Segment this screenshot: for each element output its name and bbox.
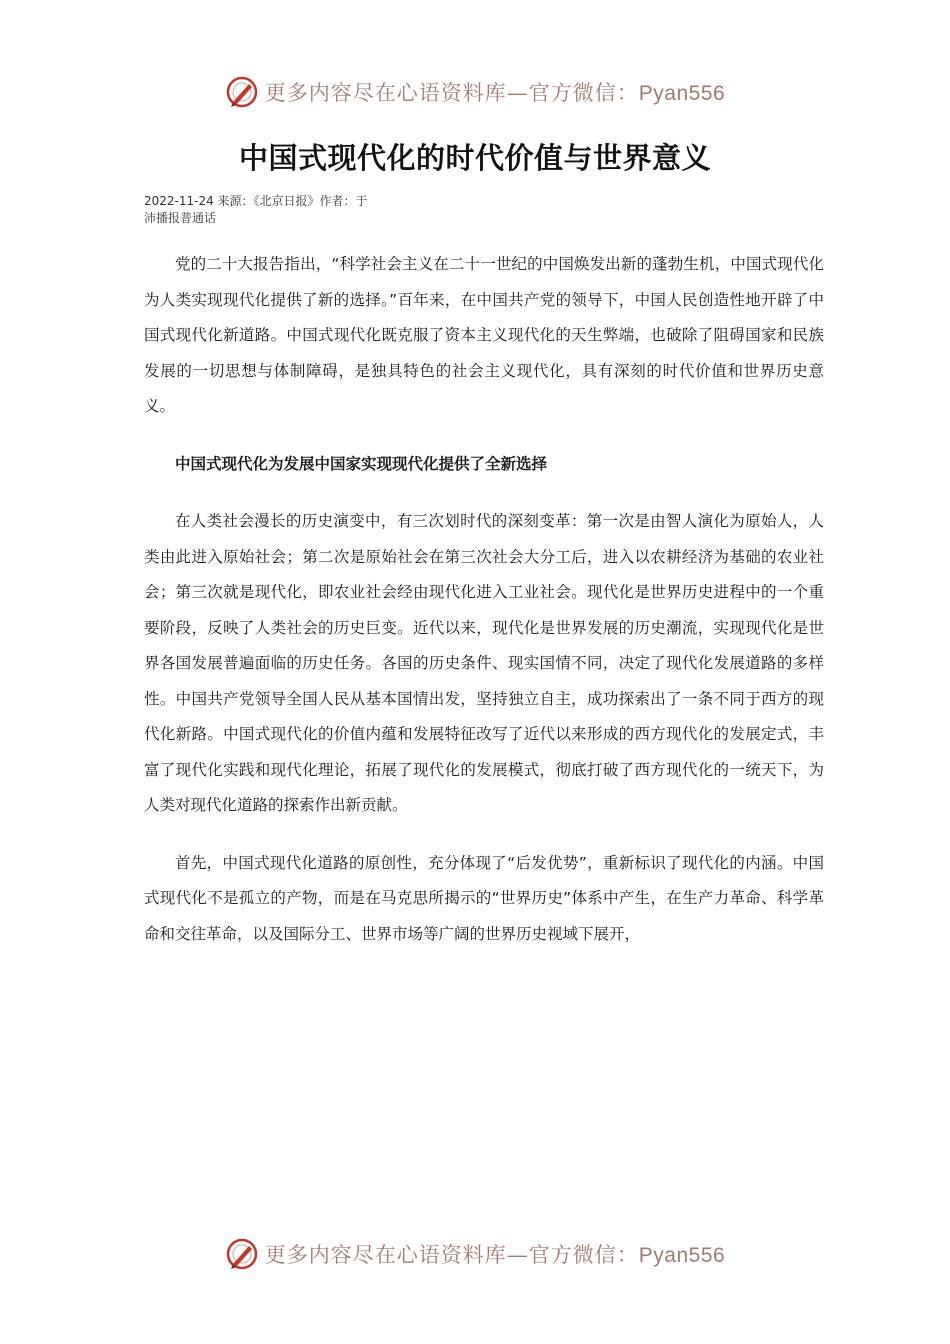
banner-slogan: [265, 77, 725, 107]
pen-logo-icon: [225, 1237, 259, 1271]
article-body: [144, 247, 824, 974]
article-meta: [144, 193, 394, 227]
page-title: 中国式现代化的时代价值与世界意义: [238, 141, 711, 175]
banner-slogan: [265, 1239, 725, 1269]
banner-slogan-text: 更多内容尽在心语资料库—官方微信：: [264, 81, 639, 105]
section-heading: 中国式现代化为发展中国家实现现代化提供了全新选择: [175, 454, 548, 473]
meta-date-source: 2022-11-24 来源：《北京日报》作者：于: [144, 194, 368, 208]
header-banner: [0, 70, 950, 114]
footer-banner: [0, 1232, 950, 1276]
banner-slogan-text: 更多内容尽在心语资料库—官方微信：: [264, 1243, 639, 1267]
paragraph: 首先，中国式现代化道路的原创性，充分体现了“后发优势”，重新标识了现代化的内涵。中国式现代化不是孤立的产物，而是在马克思所揭示的“世界历史”体系中产生，在生产力革命、科学革命和交往革命，以及国际分工、世界市场等广阔的世界历史视域下展开，: [144, 853, 824, 943]
paragraph: 在人类社会漫长的历史演变中，有三次划时代的深刻变革：第一次是由智人演化为原始人，人类由此进入原始社会；第二次是原始社会在第三次社会大分工后，进入以农耕经济为基础的农业社会；第三次就是现代化，即农业社会经由现代化进入工业社会。现代化是世界历史进程中的一个重要阶段，反映了人类社会的历史巨变。近代以来，现代化是世界发展的历史潮流，实现现代化是世界各国发展普遍面临的历史任务。各国的历史条件、现实国情不同，决定了现代化发展道路的多样性。中国共产党领导全国人民从基本国情出发，坚持独立自主，成功探索出了一条不同于西方的现代化新路。中国式现代化的价值内蕴和发展特征改写了近代以来形成的西方现代化的发展定式，丰富了现代化实践和现代化理论，拓展了现代化的发展模式，彻底打破了西方现代化的一统天下，为人类对现代化道路的探索作出新贡献。: [144, 512, 824, 814]
paragraph: 党的二十大报告指出，“科学社会主义在二十一世纪的中国焕发出新的蓬勃生机，中国式现代化为人类实现现代化提供了新的选择。”百年来，在中国共产党的领导下，中国人民创造性地开辟了中国式现代化新道路。中国式现代化既克服了资本主义现代化的天生弊端，也破除了阻碍国家和民族发展的一切思想与体制障碍，是独具特色的社会主义现代化，具有深刻的时代价值和世界历史意义。: [144, 255, 824, 415]
meta-author: 沛播报普通话: [144, 211, 217, 225]
wechat-id: Pyan556: [638, 1244, 726, 1267]
pen-logo-icon: [225, 75, 259, 109]
wechat-id: Pyan556: [638, 82, 726, 105]
